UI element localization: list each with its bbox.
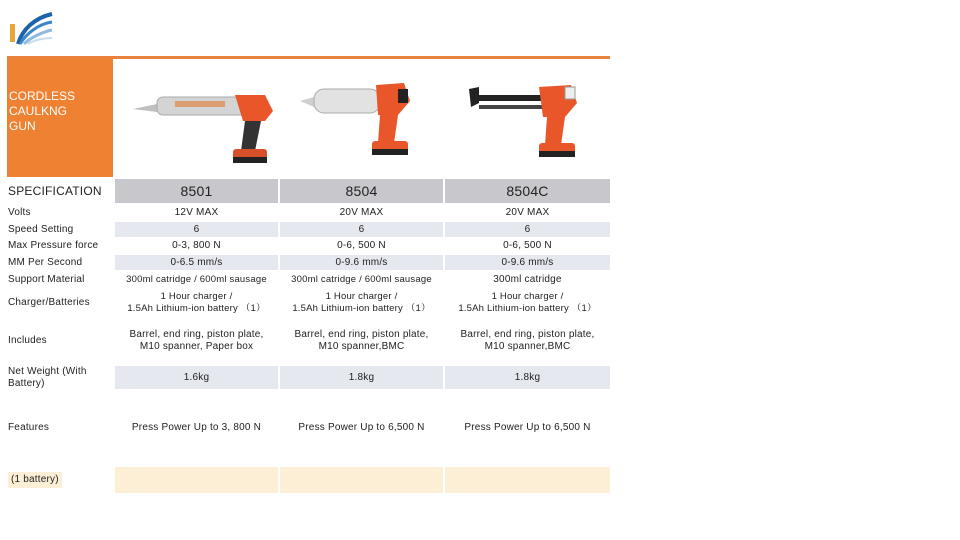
row-label: Volts bbox=[8, 207, 31, 218]
spec-header-row bbox=[7, 179, 610, 203]
table-cell: 1 Hour charger / 1.5Ah Lithium-ion battery （1） bbox=[127, 291, 266, 314]
table-cell: Barrel, end ring, piston plate, M10 spanner,BMC bbox=[460, 329, 595, 352]
row-label: Support Material bbox=[8, 273, 85, 285]
table-cell: 1.6kg bbox=[115, 366, 278, 389]
table-cell bbox=[280, 467, 443, 493]
table-cell: 300ml catridge / 600ml sausage bbox=[291, 273, 432, 285]
table-row-includes bbox=[7, 318, 610, 364]
table-cell: 300ml catridge bbox=[493, 273, 562, 285]
table-row-net-weight bbox=[7, 366, 610, 389]
table-cell: 6 bbox=[115, 222, 278, 237]
footnote-text: (1 battery) bbox=[8, 472, 62, 488]
row-label: MM Per Second bbox=[8, 256, 83, 268]
row-label: Charger/Batteries bbox=[8, 297, 90, 308]
caulking-gun-8504c-icon bbox=[445, 59, 608, 177]
row-label: Speed Setting bbox=[8, 223, 74, 235]
table-cell: Press Power Up to 3, 800 N bbox=[131, 422, 262, 433]
table-cell: 0-9.6 mm/s bbox=[280, 255, 443, 270]
table-row-charger-batteries bbox=[7, 289, 610, 317]
spec-header-label: SPECIFICATION bbox=[8, 184, 102, 198]
product-image-8501 bbox=[115, 59, 278, 177]
table-cell: 1 Hour charger / 1.5Ah Lithium-ion battery （1） bbox=[292, 291, 431, 314]
table-cell: 20V MAX bbox=[505, 207, 550, 218]
table-cell: 0-6, 500 N bbox=[503, 240, 552, 251]
page-title: CORDLESS CAULKNG GUN bbox=[9, 89, 76, 133]
table-cell: 20V MAX bbox=[339, 207, 384, 218]
product-image-8504 bbox=[280, 59, 443, 177]
table-cell: Barrel, end ring, piston plate, M10 spanner,BMC bbox=[294, 329, 429, 352]
caulking-gun-8501-icon bbox=[115, 59, 278, 177]
table-cell: 1 Hour charger / 1.5Ah Lithium-ion battery （1） bbox=[458, 291, 597, 314]
row-label bbox=[7, 467, 113, 493]
company-logo-icon bbox=[10, 10, 54, 48]
table-row-speed-setting bbox=[7, 222, 610, 237]
table-cell: 0-3, 800 N bbox=[172, 240, 221, 251]
row-label: Net Weight (With Battery) bbox=[8, 365, 87, 389]
model-8501-header: 8501 bbox=[115, 179, 278, 203]
row-label: Includes bbox=[8, 335, 47, 346]
title-panel bbox=[7, 59, 113, 177]
table-cell: 0-6, 500 N bbox=[337, 240, 386, 251]
caulking-gun-8504-icon bbox=[280, 59, 443, 177]
table-cell: 0-6.5 mm/s bbox=[115, 255, 278, 270]
product-image-8504c bbox=[445, 59, 608, 177]
table-row-max-pressure bbox=[7, 238, 610, 254]
table-cell: Barrel, end ring, piston plate, M10 spanner, Paper box bbox=[129, 329, 264, 352]
table-row-features bbox=[7, 391, 610, 465]
table-row-mm-per-second bbox=[7, 255, 610, 270]
table-row-footnote bbox=[7, 467, 610, 493]
model-8504c-header: 8504C bbox=[445, 179, 610, 203]
table-cell bbox=[445, 467, 610, 493]
table-row-support-material bbox=[7, 271, 610, 288]
table-cell: 1.8kg bbox=[445, 366, 610, 389]
table-cell: 6 bbox=[280, 222, 443, 237]
row-label: Max Pressure force bbox=[8, 240, 99, 251]
model-8504-header: 8504 bbox=[280, 179, 443, 203]
table-cell: 6 bbox=[445, 222, 610, 237]
table-cell: Press Power Up to 6,500 N bbox=[464, 422, 591, 433]
table-row-volts bbox=[7, 205, 610, 221]
table-cell: 12V MAX bbox=[174, 207, 219, 218]
row-label: Features bbox=[8, 422, 50, 433]
table-cell: 300ml catridge / 600ml sausage bbox=[126, 273, 267, 285]
table-cell bbox=[115, 467, 278, 493]
table-cell: 1.8kg bbox=[280, 366, 443, 389]
table-cell: Press Power Up to 6,500 N bbox=[298, 422, 425, 433]
table-cell: 0-9.6 mm/s bbox=[445, 255, 610, 270]
